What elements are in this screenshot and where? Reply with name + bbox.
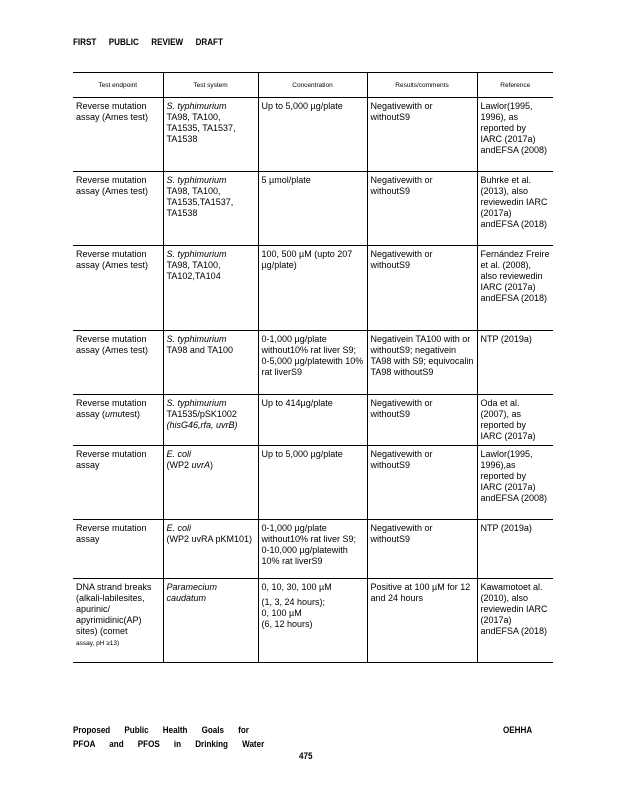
cell-system (163, 579, 258, 663)
cell-system (163, 395, 258, 446)
cell-reference: Fernández Freire et al. (2008), also reviewedin IARC (2017a) andEFSA (2018) (477, 246, 553, 331)
page-number: 475 (299, 751, 313, 762)
endpoint-italic: umu (105, 409, 123, 419)
cell-concentration (258, 579, 367, 663)
table-row (73, 579, 553, 663)
strain-text: ) (210, 460, 214, 470)
cell-system (163, 98, 258, 172)
species-name: S. typhimurium (166, 398, 227, 408)
concentration-line: 0-10,000 µg/platewith 10% rat liverS9 (261, 545, 348, 566)
footer-title-line: Proposed Public Health Goals for (73, 725, 249, 736)
table-header-row (73, 73, 553, 98)
cell-reference: NTP (2019a) (477, 520, 553, 579)
concentration-line: 0-1,000 µg/plate without10% rat liver S9; (261, 334, 357, 355)
concentration-line: 0, 10, 30, 100 µM (261, 582, 332, 592)
cell-endpoint (73, 395, 163, 446)
endpoint-text: DNA strand breaks (alkali-labilesites, apurinic/ apyrimidinic(AP) sites) (comet (76, 582, 152, 636)
cell-system (163, 331, 258, 395)
cell-reference: NTP (2019a) (477, 331, 553, 395)
cell-results: Negativewith or withoutS9 (367, 172, 477, 246)
cell-results: Negativewith or withoutS9 (367, 98, 477, 172)
cell-system (163, 520, 258, 579)
column-header-results: Results/comments (367, 73, 477, 98)
cell-results: Negativewith or withoutS9 (367, 246, 477, 331)
footer-title-line: PFOA and PFOS in Drinking Water (73, 739, 265, 750)
cell-concentration: Up to 5,000 µg/plate (258, 98, 367, 172)
endpoint-text: test) (122, 409, 141, 419)
footer-agency: OEHHA (503, 725, 533, 736)
table-row (73, 246, 553, 331)
column-header-reference: Reference (477, 73, 553, 98)
cell-system (163, 246, 258, 331)
cell-reference: Lawlor(1995, 1996), as reported by IARC (2017a) andEFSA (2008) (477, 98, 553, 172)
table-row (73, 520, 553, 579)
cell-results: Negativewith or withoutS9 (367, 520, 477, 579)
cell-results: Negativein TA100 with or withoutS9; negativein TA98 with S9; equivocalin TA98 withoutS9 (367, 331, 477, 395)
column-header-system: Test system (163, 73, 258, 98)
cell-concentration: 5 µmol/plate (258, 172, 367, 246)
cell-results: Negativewith or withoutS9 (367, 395, 477, 446)
cell-endpoint: Reverse mutation assay (Ames test) (73, 331, 163, 395)
gene-list: (hisG46,rfa, uvrB) (166, 420, 238, 430)
cell-endpoint: Reverse mutation assay (Ames test) (73, 246, 163, 331)
strain-italic: uvrA (191, 460, 211, 470)
species-name: E. coli (166, 523, 192, 533)
cell-concentration (258, 331, 367, 395)
column-header-concentration: Concentration (258, 73, 367, 98)
table-row (73, 98, 553, 172)
species-name: Paramecium caudatum (166, 582, 218, 603)
cell-endpoint: Reverse mutation assay (73, 520, 163, 579)
strain-list: TA98 and TA100 (166, 345, 234, 355)
strain-list: TA98, TA100, TA1535,TA1537, TA1538 (166, 186, 234, 218)
cell-reference: Kawamotoet al. (2010), also reviewedin IARC (2017a) andEFSA (2018) (477, 579, 553, 663)
concentration-line: (1, 3, 24 hours); (261, 597, 326, 607)
strain-list: (WP2 uvRA pKM101) (166, 534, 253, 544)
table-row (73, 395, 553, 446)
cell-system (163, 446, 258, 520)
strain-list: TA98, TA100, TA102,TA104 (166, 260, 221, 281)
cell-reference: Oda et al. (2007), as reported by IARC (2017a) (477, 395, 553, 446)
concentration-line: (6, 12 hours) (261, 619, 313, 629)
cell-concentration: 100, 500 µM (upto 207 µg/plate) (258, 246, 367, 331)
draft-header: FIRST PUBLIC REVIEW DRAFT (73, 37, 223, 48)
column-header-endpoint: Test endpoint (73, 73, 163, 98)
cell-concentration: Up to 414µg/plate (258, 395, 367, 446)
strain-list: TA98, TA100, TA1535, TA1537, TA1538 (166, 112, 236, 144)
cell-results: Positive at 100 µM for 12 and 24 hours (367, 579, 477, 663)
strain-text: (WP2 (166, 460, 192, 470)
cell-concentration (258, 520, 367, 579)
cell-endpoint: Reverse mutation assay (73, 446, 163, 520)
endpoint-text: Reverse mutation assay ( (76, 398, 147, 419)
concentration-line: 0, 100 µM (261, 608, 302, 618)
table-row (73, 446, 553, 520)
footer-document-title (73, 724, 264, 752)
endpoint-small-text: assay, pH ≥13) (76, 640, 120, 647)
cell-reference: Lawlor(1995, 1996),as reported by IARC (2017a) andEFSA (2008) (477, 446, 553, 520)
species-name: S. typhimurium (166, 175, 227, 185)
concentration-line: 0-1,000 µg/plate without10% rat liver S9; (261, 523, 357, 544)
cell-system (163, 172, 258, 246)
strain-list: TA1535/pSK1002 (166, 409, 237, 419)
cell-reference: Buhrke et al. (2013), also reviewedin IARC (2017a) andEFSA (2018) (477, 172, 553, 246)
species-name: E. coli (166, 449, 192, 459)
species-name: S. typhimurium (166, 334, 227, 344)
species-name: S. typhimurium (166, 101, 227, 111)
genotoxicity-table (73, 72, 553, 663)
cell-results: Negativewith or withoutS9 (367, 446, 477, 520)
species-name: S. typhimurium (166, 249, 227, 259)
cell-concentration: Up to 5,000 µg/plate (258, 446, 367, 520)
concentration-line: 0-5,000 µg/platewith 10% rat liverS9 (261, 356, 364, 377)
table-row (73, 172, 553, 246)
table-row (73, 331, 553, 395)
cell-endpoint: Reverse mutation assay (Ames test) (73, 98, 163, 172)
cell-endpoint: Reverse mutation assay (Ames test) (73, 172, 163, 246)
cell-endpoint (73, 579, 163, 663)
